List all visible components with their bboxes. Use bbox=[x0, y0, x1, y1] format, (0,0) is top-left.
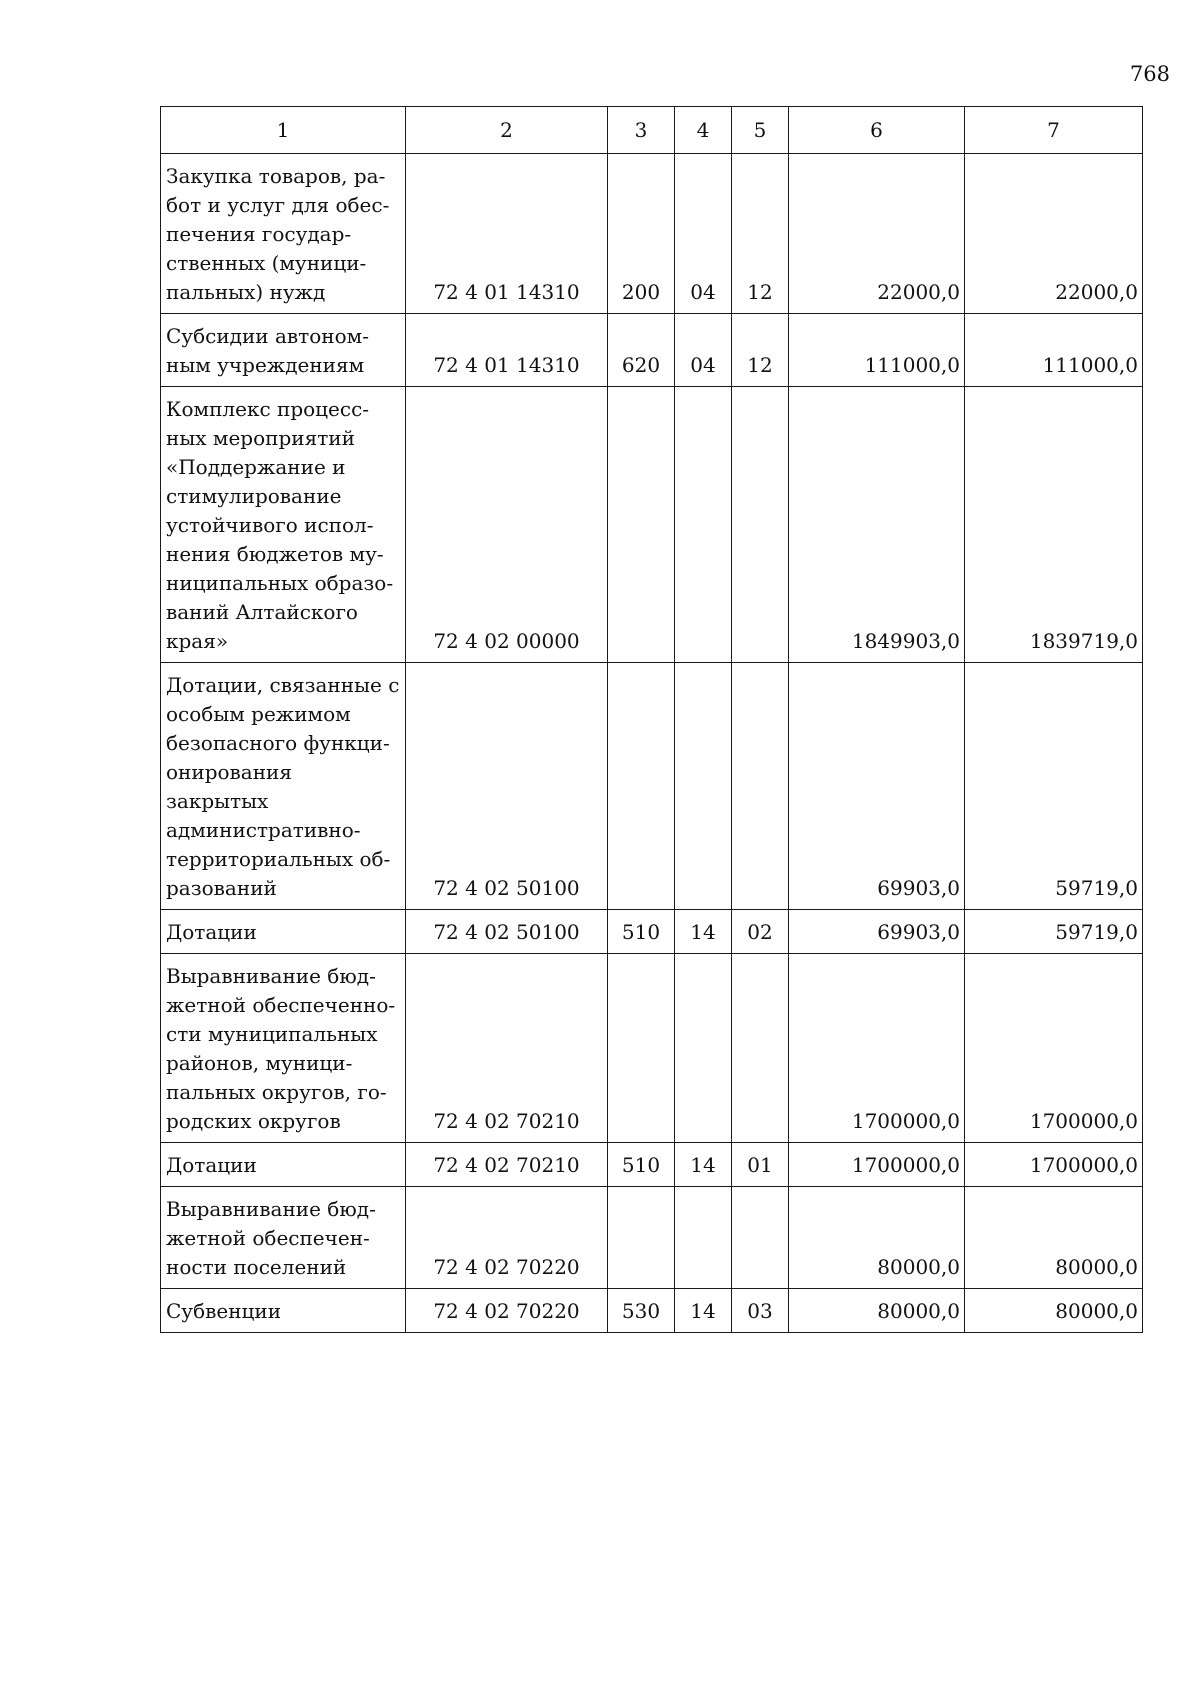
table-row bbox=[161, 154, 1143, 314]
amount-col6-cell: 1700000,0 bbox=[789, 1143, 965, 1187]
header-cell: 5 bbox=[732, 107, 789, 154]
row-name-cell bbox=[161, 314, 406, 387]
row-name-line: «Поддержание и bbox=[166, 455, 346, 479]
row-name-line: Дотации bbox=[166, 920, 257, 944]
row-name-line: сти муниципальных bbox=[166, 1022, 378, 1046]
amount-col6-cell: 22000,0 bbox=[789, 154, 965, 314]
row-name-line: Дотации, связанные с bbox=[166, 673, 400, 697]
budget-code-cell: 72 4 02 50100 bbox=[406, 910, 608, 954]
table-row bbox=[161, 387, 1143, 663]
subsection-cell: 01 bbox=[732, 1143, 789, 1187]
row-name-line: устойчивого испол- bbox=[166, 513, 374, 537]
section-cell: 04 bbox=[675, 154, 732, 314]
row-name-line: пальных) нужд bbox=[166, 280, 326, 304]
row-name-cell bbox=[161, 154, 406, 314]
section-cell: 14 bbox=[675, 1289, 732, 1333]
row-name-line: Дотации bbox=[166, 1153, 257, 1177]
section-cell bbox=[675, 1187, 732, 1289]
amount-col7-cell: 59719,0 bbox=[965, 663, 1143, 910]
subsection-cell bbox=[732, 954, 789, 1143]
section-cell: 14 bbox=[675, 910, 732, 954]
row-name-line: ственных (муници- bbox=[166, 251, 367, 275]
row-name-line: Закупка товаров, ра- bbox=[166, 164, 386, 188]
table-row bbox=[161, 314, 1143, 387]
subsection-cell bbox=[732, 1187, 789, 1289]
row-name-line: безопасного функци- bbox=[166, 731, 390, 755]
row-name-line: бот и услуг для обес- bbox=[166, 193, 390, 217]
row-name-cell bbox=[161, 910, 406, 954]
table-row bbox=[161, 1289, 1143, 1333]
amount-col6-cell: 1849903,0 bbox=[789, 387, 965, 663]
amount-col6-cell: 80000,0 bbox=[789, 1187, 965, 1289]
expense-type-cell bbox=[608, 954, 675, 1143]
row-name-line: районов, муници- bbox=[166, 1051, 353, 1075]
section-cell bbox=[675, 663, 732, 910]
subsection-cell: 02 bbox=[732, 910, 789, 954]
amount-col7-cell: 80000,0 bbox=[965, 1187, 1143, 1289]
row-name-line: пальных округов, го- bbox=[166, 1080, 387, 1104]
expense-type-cell: 200 bbox=[608, 154, 675, 314]
row-name-cell bbox=[161, 1143, 406, 1187]
section-cell: 14 bbox=[675, 1143, 732, 1187]
page-number: 768 bbox=[1129, 62, 1170, 86]
row-name-line: особым режимом bbox=[166, 702, 351, 726]
section-cell bbox=[675, 954, 732, 1143]
budget-code-cell: 72 4 02 70220 bbox=[406, 1187, 608, 1289]
budget-code-cell: 72 4 02 00000 bbox=[406, 387, 608, 663]
row-name-line: разований bbox=[166, 876, 277, 900]
section-cell bbox=[675, 387, 732, 663]
budget-table bbox=[160, 106, 1143, 1333]
header-cell: 4 bbox=[675, 107, 732, 154]
amount-col6-cell: 1700000,0 bbox=[789, 954, 965, 1143]
row-name-line: ваний Алтайского bbox=[166, 600, 358, 624]
subsection-cell: 12 bbox=[732, 154, 789, 314]
subsection-cell: 12 bbox=[732, 314, 789, 387]
section-cell: 04 bbox=[675, 314, 732, 387]
row-name-line: края» bbox=[166, 629, 229, 653]
row-name-cell bbox=[161, 1289, 406, 1333]
amount-col7-cell: 111000,0 bbox=[965, 314, 1143, 387]
amount-col6-cell: 111000,0 bbox=[789, 314, 965, 387]
amount-col7-cell: 1700000,0 bbox=[965, 954, 1143, 1143]
table-row bbox=[161, 910, 1143, 954]
row-name-line: Выравнивание бюд- bbox=[166, 1197, 376, 1221]
expense-type-cell bbox=[608, 387, 675, 663]
budget-code-cell: 72 4 02 70220 bbox=[406, 1289, 608, 1333]
row-name-cell bbox=[161, 954, 406, 1143]
row-name-line: печения государ- bbox=[166, 222, 352, 246]
row-name-line: Субсидии автоном- bbox=[166, 324, 369, 348]
budget-code-cell: 72 4 01 14310 bbox=[406, 154, 608, 314]
amount-col7-cell: 80000,0 bbox=[965, 1289, 1143, 1333]
row-name-line: Субвенции bbox=[166, 1299, 282, 1323]
header-cell: 6 bbox=[789, 107, 965, 154]
expense-type-cell bbox=[608, 1187, 675, 1289]
table-row bbox=[161, 1143, 1143, 1187]
expense-type-cell: 530 bbox=[608, 1289, 675, 1333]
budget-code-cell: 72 4 02 70210 bbox=[406, 1143, 608, 1187]
expense-type-cell: 620 bbox=[608, 314, 675, 387]
table-row bbox=[161, 663, 1143, 910]
row-name-line: Выравнивание бюд- bbox=[166, 964, 376, 988]
amount-col7-cell: 1839719,0 bbox=[965, 387, 1143, 663]
amount-col7-cell: 59719,0 bbox=[965, 910, 1143, 954]
amount-col7-cell: 1700000,0 bbox=[965, 1143, 1143, 1187]
row-name-line: онирования закрытых bbox=[166, 760, 293, 813]
row-name-line: ным учреждениям bbox=[166, 353, 365, 377]
table-row bbox=[161, 1187, 1143, 1289]
row-name-line: Комплекс процесс- bbox=[166, 397, 370, 421]
expense-type-cell: 510 bbox=[608, 1143, 675, 1187]
row-name-cell bbox=[161, 387, 406, 663]
table-row bbox=[161, 954, 1143, 1143]
amount-col6-cell: 69903,0 bbox=[789, 663, 965, 910]
row-name-line: нения бюджетов му- bbox=[166, 542, 384, 566]
amount-col7-cell: 22000,0 bbox=[965, 154, 1143, 314]
expense-type-cell: 510 bbox=[608, 910, 675, 954]
row-name-line: ниципальных образо- bbox=[166, 571, 394, 595]
header-cell: 3 bbox=[608, 107, 675, 154]
header-cell: 7 bbox=[965, 107, 1143, 154]
subsection-cell bbox=[732, 387, 789, 663]
row-name-line: жетной обеспеченно- bbox=[166, 993, 396, 1017]
header-cell: 1 bbox=[161, 107, 406, 154]
row-name-line: родских округов bbox=[166, 1109, 341, 1133]
table-header-row bbox=[161, 107, 1143, 154]
row-name-line: ных мероприятий bbox=[166, 426, 355, 450]
budget-code-cell: 72 4 02 50100 bbox=[406, 663, 608, 910]
subsection-cell: 03 bbox=[732, 1289, 789, 1333]
row-name-line: административно- bbox=[166, 818, 361, 842]
budget-code-cell: 72 4 01 14310 bbox=[406, 314, 608, 387]
expense-type-cell bbox=[608, 663, 675, 910]
subsection-cell bbox=[732, 663, 789, 910]
amount-col6-cell: 80000,0 bbox=[789, 1289, 965, 1333]
budget-code-cell: 72 4 02 70210 bbox=[406, 954, 608, 1143]
row-name-line: ности поселений bbox=[166, 1255, 347, 1279]
row-name-line: территориальных об- bbox=[166, 847, 391, 871]
row-name-cell bbox=[161, 663, 406, 910]
amount-col6-cell: 69903,0 bbox=[789, 910, 965, 954]
row-name-line: стимулирование bbox=[166, 484, 342, 508]
header-cell: 2 bbox=[406, 107, 608, 154]
row-name-line: жетной обеспечен- bbox=[166, 1226, 370, 1250]
row-name-cell bbox=[161, 1187, 406, 1289]
